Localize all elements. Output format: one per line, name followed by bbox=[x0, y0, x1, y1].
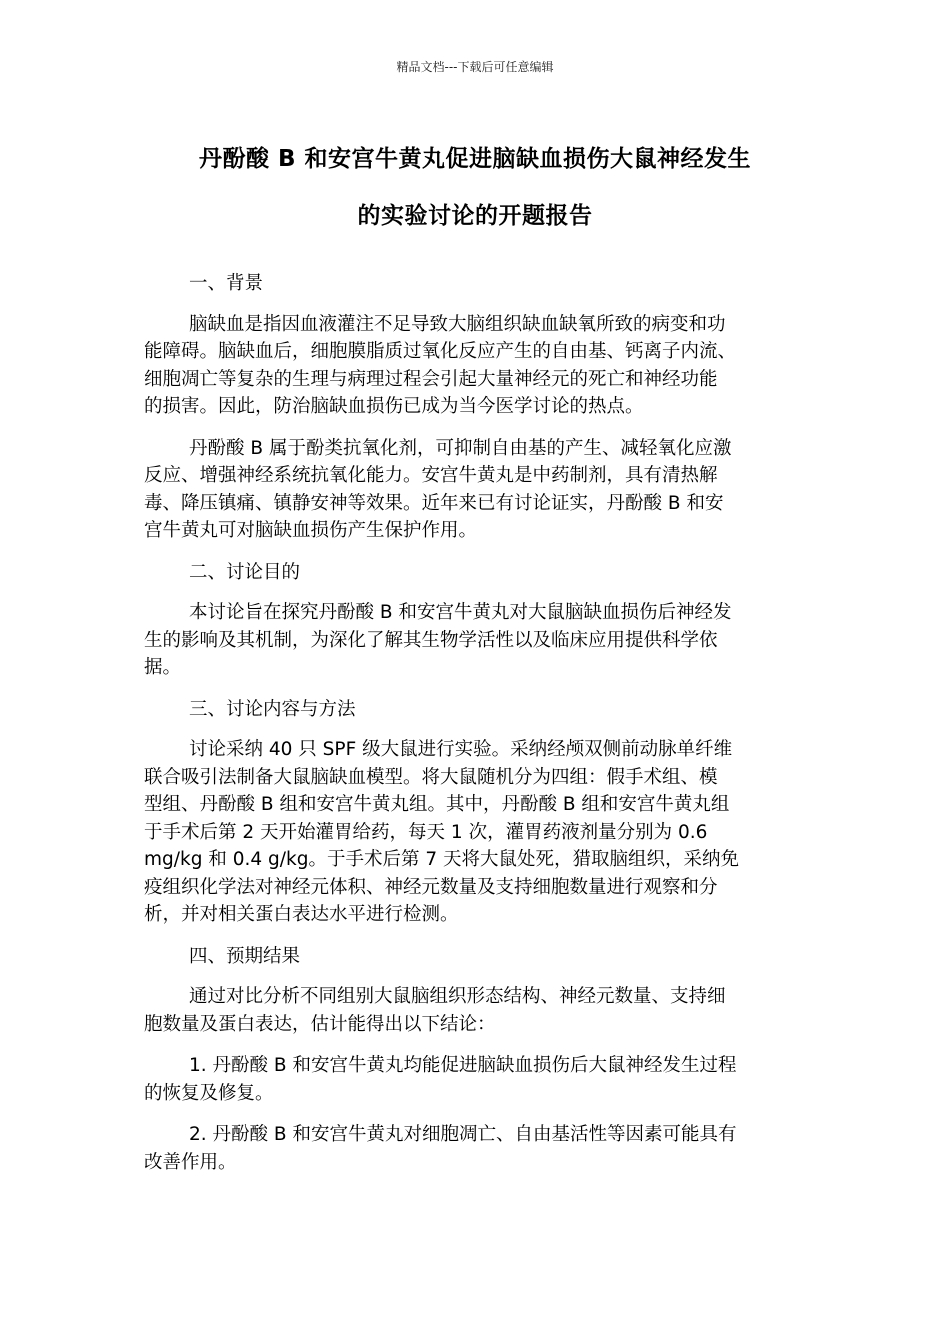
paragraph bbox=[144, 1052, 806, 1107]
section-heading bbox=[144, 559, 806, 587]
document-title-line-2: 的实验讨论的开题报告 bbox=[357, 203, 593, 229]
paragraph-line: 联合吸引法制备大鼠脑缺血模型。将大鼠随机分为四组：假手术组、模 bbox=[144, 766, 718, 788]
paragraph-line: 细胞凋亡等复杂的生理与病理过程会引起大量神经元的死亡和神经功能 bbox=[144, 368, 718, 390]
paragraph-line: 的损害。因此，防治脑缺血损伤已成为当今医学讨论的热点。 bbox=[144, 396, 644, 417]
heading-text: 一、背景 bbox=[189, 273, 264, 294]
paragraph bbox=[144, 1121, 806, 1176]
paragraph bbox=[144, 736, 806, 929]
paragraph-line: 2. 丹酚酸 B 和安宫牛黄丸对细胞凋亡、自由基活性等因素可能具有 bbox=[189, 1124, 737, 1145]
paragraph bbox=[144, 435, 806, 545]
paragraph bbox=[144, 599, 806, 682]
paragraph-line: 的恢复及修复。 bbox=[144, 1082, 274, 1104]
paragraph-line: mg/kg 和 0.4 g/kg。于手术后第 7 天将大鼠处死，猎取脑组织，采纳免 bbox=[144, 849, 739, 870]
paragraph-line: 脑缺血是指因血液灌注不足导致大脑组织缺血缺氧所致的病变和功 bbox=[189, 313, 726, 335]
paragraph-line: 讨论采纳 40 只 SPF 级大鼠进行实验。采纳经颅双侧前动脉单纤维 bbox=[189, 739, 733, 760]
heading-text: 四、预期结果 bbox=[189, 945, 301, 967]
paragraph-line: 反应、增强神经系统抗氧化能力。安宫牛黄丸是中药制剂，具有清热解 bbox=[144, 465, 718, 486]
paragraph-line: 能障碍。脑缺血后，细胞膜脂质过氧化反应产生的自由基、钙离子内流、 bbox=[144, 341, 737, 362]
paragraph-line: 毒、降压镇痛、镇静安神等效果。近年来已有讨论证实，丹酚酸 B 和安 bbox=[144, 492, 724, 514]
heading-text: 二、讨论目的 bbox=[189, 561, 301, 583]
paragraph-line: 丹酚酸 B 属于酚类抗氧化剂，可抑制自由基的产生、减轻氧化应激 bbox=[189, 437, 732, 459]
paragraph bbox=[144, 311, 806, 421]
paragraph-line: 疫组织化学法对神经元体积、神经元数量及支持细胞数量进行观察和分 bbox=[144, 876, 718, 898]
page-header: 精品文档---下载后可任意编辑 bbox=[396, 60, 554, 74]
paragraph-line: 本讨论旨在探究丹酚酸 B 和安宫牛黄丸对大鼠脑缺血损伤后神经发 bbox=[189, 602, 732, 623]
paragraph-line: 据。 bbox=[144, 657, 182, 678]
paragraph-line: 型组、丹酚酸 B 组和安宫牛黄丸组。其中，丹酚酸 B 组和安宫牛黄丸组 bbox=[144, 794, 730, 815]
section-heading bbox=[144, 270, 806, 298]
paragraph-line: 析，并对相关蛋白表达水平进行检测。 bbox=[144, 904, 459, 925]
paragraph-line: 1. 丹酚酸 B 和安宫牛黄丸均能促进脑缺血损伤后大鼠神经发生过程 bbox=[189, 1055, 737, 1076]
section-heading bbox=[144, 696, 806, 724]
document-title-line-1: 丹酚酸 B 和安宫牛黄丸促进脑缺血损伤大鼠神经发生 bbox=[198, 146, 752, 172]
paragraph-line: 改善作用。 bbox=[144, 1151, 237, 1173]
paragraph-line: 通过对比分析不同组别大鼠脑组织形态结构、神经元数量、支持细 bbox=[189, 986, 726, 1007]
paragraph bbox=[144, 983, 806, 1038]
paragraph-line: 胞数量及蛋白表达，估计能得出以下结论： bbox=[144, 1013, 496, 1035]
document-body bbox=[144, 270, 806, 1190]
heading-text: 三、讨论内容与方法 bbox=[189, 698, 356, 720]
paragraph-line: 于手术后第 2 天开始灌胃给药，每天 1 次，灌胃药液剂量分别为 0.6 bbox=[144, 821, 708, 843]
paragraph-line: 生的影响及其机制，为深化了解其生物学活性以及临床应用提供科学依 bbox=[144, 629, 718, 651]
section-heading bbox=[144, 943, 806, 971]
paragraph-line: 宫牛黄丸可对脑缺血损伤产生保护作用。 bbox=[144, 520, 478, 541]
